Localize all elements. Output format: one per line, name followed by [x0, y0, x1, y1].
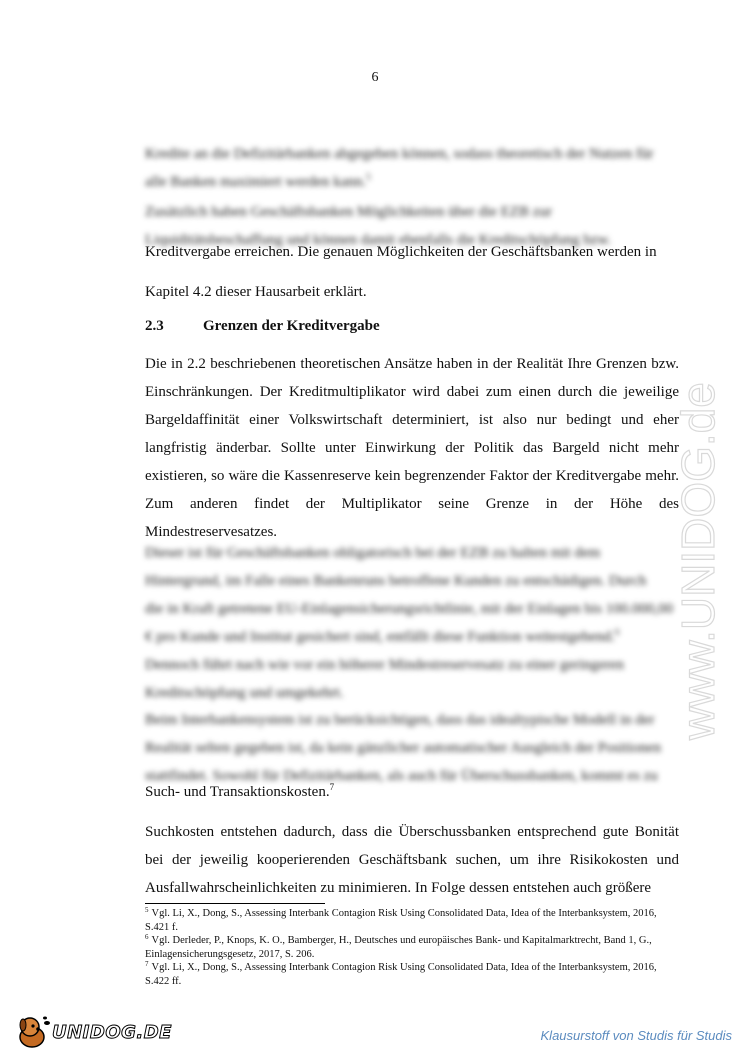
unidog-logo: [14, 1012, 172, 1052]
page-number: 6: [371, 70, 379, 85]
footnote-6: $^6$ Vgl. Derleder, P., Knops, K. O., Bamberger, H., Deutsches und europäisches Bank- und Kapitalmarktrecht, Band 1, G., Einlagensicherungsgesetz, 2017, S. 206.: [145, 932, 652, 960]
blurred-line: Zusätzlich haben Geschäftsbanken Möglichkeiten über die EZB zur: [145, 204, 552, 220]
blurred-line: Kredite an die Defizitärbanken abgegeben können, sodass theoretisch der Nutzen für: [145, 146, 654, 162]
footnotes: [145, 907, 679, 988]
blurred-line: die in Kraft getretene EU-Einlagensicherungsrichtlinie, mit der Einlagen bis 100.000,00: [145, 601, 674, 617]
blurred-line: stattfindet. Sowohl für Defizitärbanken, als auch für Überschussbanken, kommt es zu: [145, 768, 658, 784]
dog-mascot-icon: [14, 1013, 52, 1051]
watermark-graphic: [654, 210, 754, 750]
footnote-divider: [145, 903, 325, 904]
blurred-line: € pro Kunde und Institut gesichert sind, entfällt diese Funktion weitestgehend.$^6$: [145, 627, 620, 645]
watermark: [654, 210, 754, 750]
blurred-line: alle Banken maximiert werden kann.$^5$: [145, 172, 371, 190]
blurred-paragraph-1: [145, 140, 679, 196]
partial-line-2: [145, 782, 679, 806]
footnote-5: $^5$ Vgl. Li, X., Dong, S., Assessing Interbank Contagion Risk Using Consolidated Data, Idea of the Interbanksystem, 2016, S.421 f.: [145, 905, 657, 933]
blurred-line: Liquiditätsbeschaffung und können damit ebenfalls die Kreditschöpfung bzw.: [145, 232, 612, 248]
blurred-paragraph-3: [145, 539, 679, 707]
blurred-line: Hintergrund, im Falle eines Bankenruns betroffene Kunden zu entschädigen. Durch: [145, 573, 647, 589]
body-paragraph-1: [145, 350, 679, 546]
partial-line-1: [145, 244, 679, 266]
footer-tagline: Klausurstoff von Studis für Studis: [540, 1028, 732, 1043]
blurred-line: Beim Interbankensystem ist zu berücksichtigen, dass das idealtypische Modell in der: [145, 712, 655, 728]
blurred-line: Dieser ist für Geschäftsbanken obligatorisch bei der EZB zu halten mit dem: [145, 545, 601, 561]
footnote-ref: 6: [614, 627, 620, 637]
footnote-7: $^7$ Vgl. Li, X., Dong, S., Assessing Interbank Contagion Risk Using Consolidated Data, Idea of the Interbanksystem, 2016, S.422 ff.: [145, 959, 657, 987]
body-paragraph-2: [145, 818, 679, 902]
section-title: Grenzen der Kreditvergabe: [203, 318, 380, 334]
watermark-text: www.UNIDOG.de: [672, 382, 724, 740]
section-heading: [145, 318, 380, 335]
footnote-ref: 7: [329, 782, 335, 792]
blurred-line: Dennoch führt nach wie vor ein höherer Mindestreservesatz zu einer geringeren: [145, 657, 624, 673]
body-line-1: [145, 278, 679, 306]
partial-text: Such- und Transaktionskosten.$^7$: [145, 782, 335, 800]
body-text: Kapitel 4.2 dieser Hausarbeit erklärt.: [145, 284, 367, 300]
section-number: 2.3: [145, 318, 164, 334]
body-text: Die in 2.2 beschriebenen theoretischen Ansätze haben in der Realität Ihre Grenzen bzw. Einschränkungen. Der Kreditmultiplikator wird dabei zum einen durch die jeweilige Bargeldaffinität einer Volkswirtschaft determiniert, ist also nur bedingt und eher langfristig änderbar. Sollte unter Einwirkung der Politik das Bargeld nicht mehr existieren, so wäre die Kassenreserve kein begrenzender Faktor der Kreditvergabe mehr. Zum anderen findet der Multiplikator seine Grenze in der Höhe des Mindestreservesatzes.: [145, 356, 679, 540]
footnote-ref: 5: [366, 172, 371, 182]
partial-text: Kreditvergabe erreichen. Die genauen Möglichkeiten der Geschäftsbanken werden in: [145, 244, 657, 260]
logo-text: UNIDOG.DE: [52, 1021, 172, 1043]
blurred-line: Realität selten gegeben ist, da kein gänzlicher automatischer Ausgleich der Positionen: [145, 740, 662, 756]
blurred-line: Kreditschöpfung und umgekehrt.: [145, 685, 344, 701]
body-text: Suchkosten entstehen dadurch, dass die Überschussbanken entsprechend gute Bonität bei der jeweilig kooperierenden Geschäftsbank suchen, um ihre Risikokosten und Ausfallwahrscheinlichkeiten zu minimieren. In Folge dessen entstehen auch größere: [145, 824, 679, 896]
